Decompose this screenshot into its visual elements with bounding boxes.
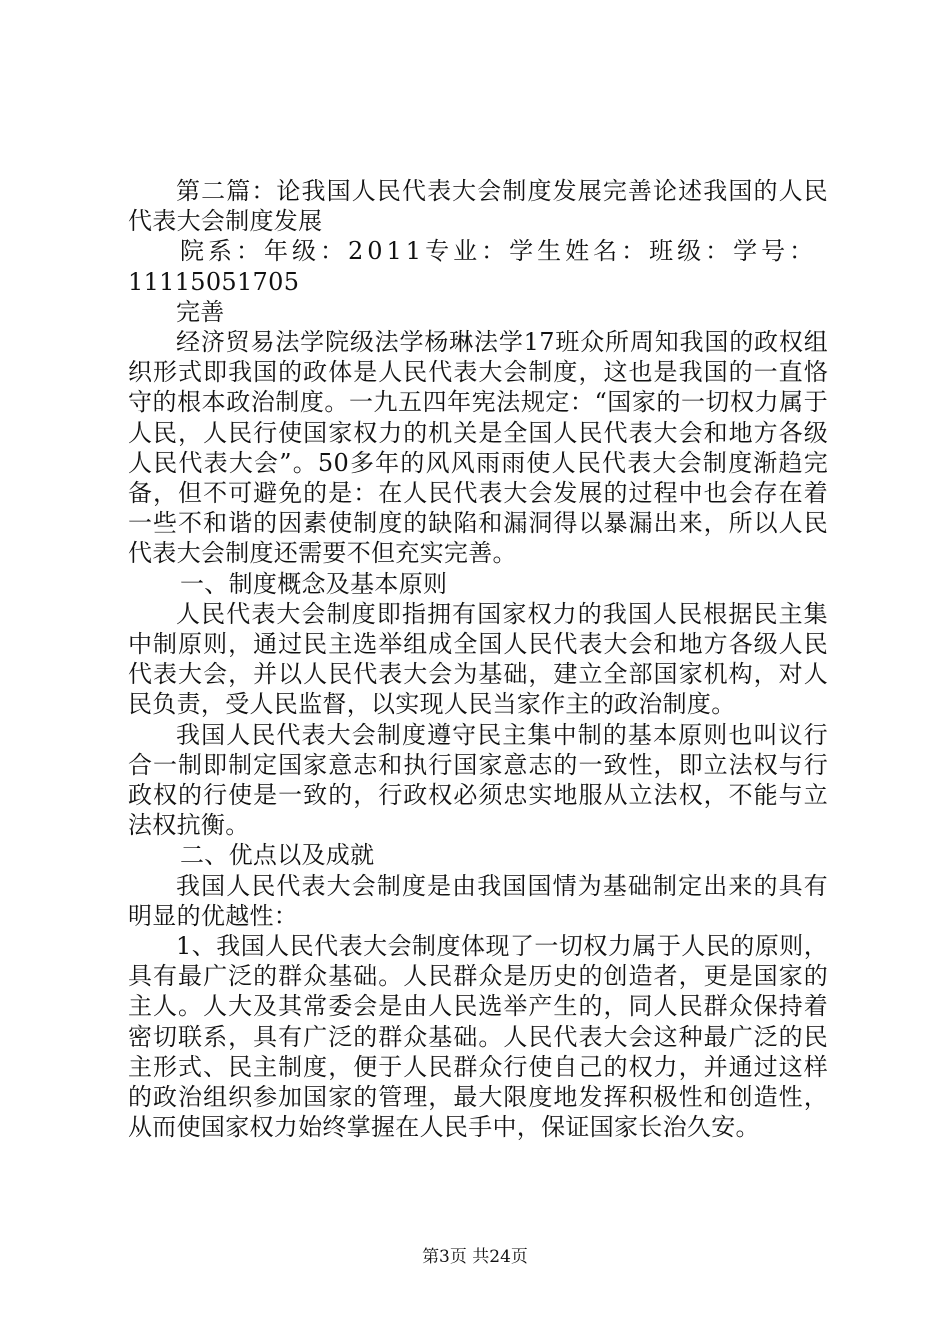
page-number-footer: 第3页 共24页 xyxy=(422,1247,528,1267)
student-info-line: 院系：年级：2011专业：学生姓名：班级：学号： xyxy=(180,237,818,266)
paragraph-intro: 经济贸易法学院级法学杨琳法学17班众所周知我国的政权组织形式即我国的政体是人民代表大会制度，这也是我国的一直恪守的根本政治制度。一九五四年宪法规定：“国家的一切权力属于人民，人民行使国家权力的机关是全国人民代表大会和地方各级人民代表大会”。50多年的风风雨雨使人民代表大会制度渐趋完备，但不可避免的是：在人民代表大会发展的过程中也会存在着一些不和谐的因素使制度的缺陷和漏洞得以暴漏出来，所以人民代表大会制度还需要不但充实完善。 xyxy=(128,328,828,568)
paragraph-advantage-1: 1、我国人民代表大会制度体现了一切权力属于人民的原则，具有最广泛的群众基础。人民群众是历史的创造者，更是国家的主人。人大及其常委会是由人民选举产生的，同人民群众保持着密切联系，具有广泛的群众基础。人民代表大会这种最广泛的民主形式、民主制度，便于人民群众行使自己的权力，并通过这样的政治组织参加国家的管理，最大限度地发挥积极性和创造性，从而使国家权力始终掌握在人民手中，保证国家长治久安。 xyxy=(128,932,828,1142)
document-title: 第二篇：论我国人民代表大会制度发展完善论述我国的人民代表大会制度发展 xyxy=(128,177,828,236)
section-heading-1: 一、制度概念及基本原则 xyxy=(180,569,448,598)
paragraph-definition: 人民代表大会制度即指拥有国家权力的我国人民根据民主集中制原则，通过民主选举组成全国人民代表大会和地方各级人民代表大会，并以人民代表大会为基础，建立全部国家机构，对人民负责，受人民监督，以实现人民当家作主的政治制度。 xyxy=(128,599,828,719)
section-heading-2: 二、优点以及成就 xyxy=(180,841,375,870)
paragraph-advantages-intro: 我国人民代表大会制度是由我国国情为基础制定出来的具有明显的优越性： xyxy=(128,871,828,930)
paragraph-principle: 我国人民代表大会制度遵守民主集中制的基本原则也叫议行合一制即制定国家意志和执行国家意志的一致性，即立法权与行政权的行使是一致的，行政权必须忠实地服从立法权，不能与立法权抗衡。 xyxy=(128,720,828,840)
student-id: 11115051705 xyxy=(128,267,300,296)
document-subtitle: 完善 xyxy=(176,297,225,326)
document-body xyxy=(128,176,828,1143)
